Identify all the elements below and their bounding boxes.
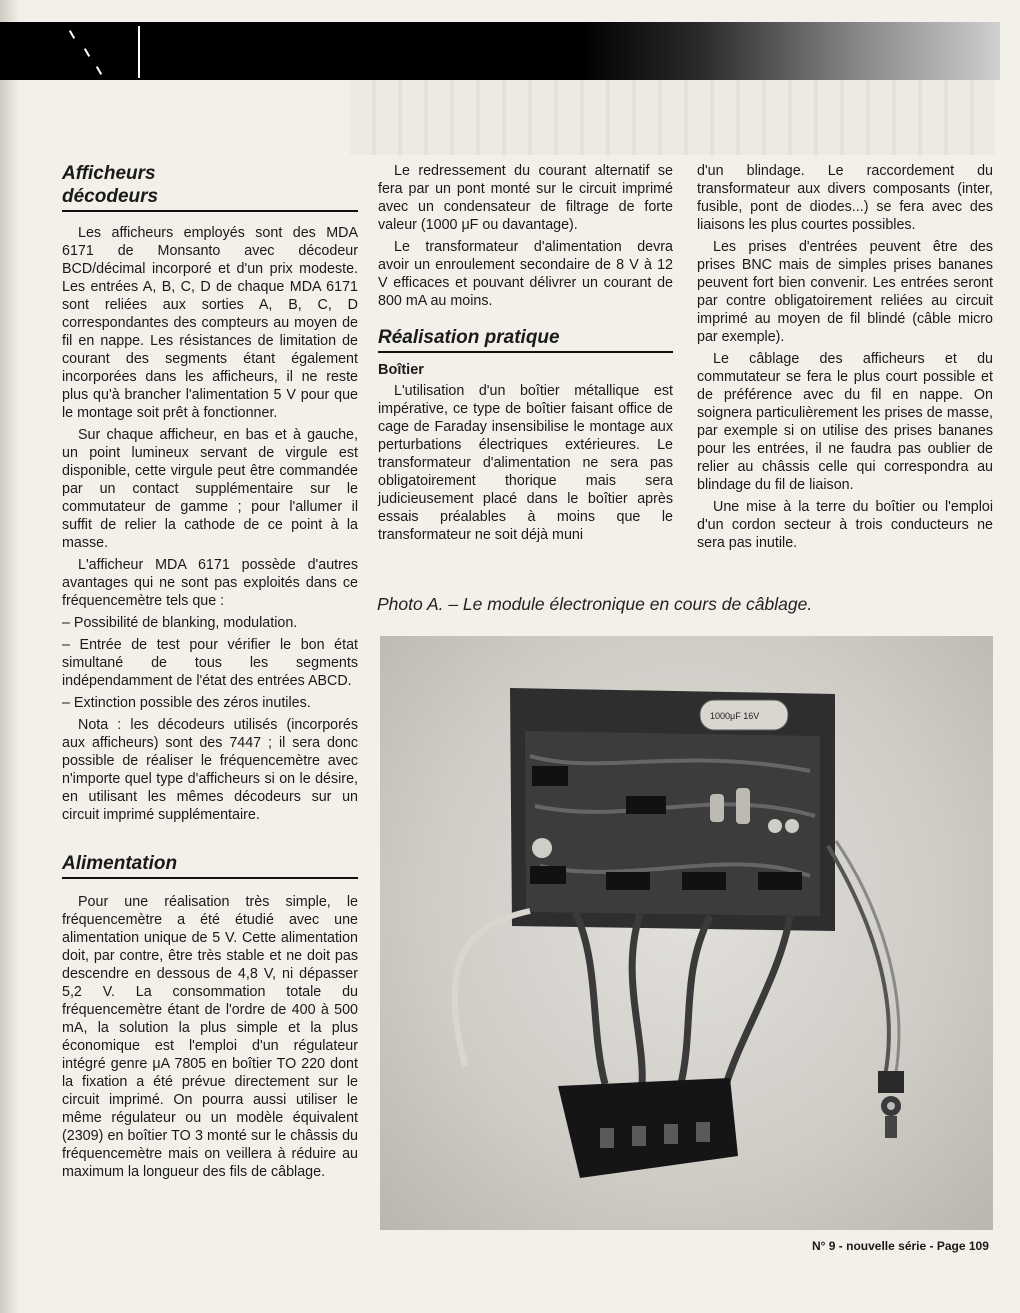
- header-tick-mark: [96, 66, 102, 75]
- header-divider-mark: [138, 26, 140, 78]
- paragraph: L'utilisation d'un boîtier métallique est impérative, ce type de boîtier faisant office de cage de Faraday insensibilise le montage aux perturbations électriques extérieures. Le transformateur d'alimentation ne sera pas obligatoirement thorique mais sera judicieusement placé dans le boîtier après essais préalables à moins que le transformateur ne soit déjà muni: [378, 383, 673, 543]
- heading-realisation: Réalisation pratique: [378, 326, 673, 353]
- filter-capacitor: [700, 700, 788, 730]
- paragraph: d'un blindage. Le raccordement du transformateur aux divers composants (inter, fusible, pont de diodes...) se fera avec des liaisons les plus courtes possibles.: [697, 163, 993, 233]
- paragraph: Le transformateur d'alimentation devra avoir un enroulement secondaire de 8 V à 12 V efficaces et pouvant délivrer un courant de 800 mA au moins.: [378, 239, 673, 309]
- paragraph: Les prises d'entrées peuvent être des prises BNC mais de simples prises bananes peuvent fort bien convenir. Les entrées seront par contre obligatoirement reliées au circuit imprimé au moyen de fil blindé (câble micro par exemple).: [697, 239, 993, 345]
- input-socket: [878, 1071, 904, 1138]
- paragraph: Une mise à la terre du boîtier ou l'emploi d'un cordon secteur à trois conducteurs ne sera pas inutile.: [697, 499, 993, 551]
- heading-alimentation: Alimentation: [62, 852, 358, 879]
- paragraph: L'afficheur MDA 6171 possède d'autres avantages qui ne sont pas exploités dans ce fréquencemètre tels que :: [62, 557, 358, 609]
- heading-line: Afficheurs: [62, 163, 156, 184]
- column-2: [378, 162, 673, 548]
- module-illustration: [380, 636, 993, 1230]
- dash-item: – Extinction possible des zéros inutiles.: [62, 695, 311, 711]
- header-tick-mark: [84, 48, 90, 57]
- svg-text:1000μF 16V: 1000μF 16V: [710, 711, 760, 721]
- page-binding-shadow: [0, 0, 20, 1313]
- heading-line: décodeurs: [62, 186, 159, 207]
- column-1: [62, 162, 358, 1185]
- photo-caption: Photo A. – Le module électronique en cours de câblage.: [377, 594, 813, 614]
- paragraph: Le câblage des afficheurs et du commutateur se fera le plus court possible et de préférence avec du fil en nappe. On soignera particulièrement les prises de masse, par exemple si on utilise des prises bananes pour les entrées, il ne faudra pas oublier de relier au châssis celle qui correspondra au blindage du fil de liaison.: [697, 351, 993, 493]
- page-footer: N° 9 - nouvelle série - Page 109: [812, 1239, 989, 1253]
- paragraph: Nota : les décodeurs utilisés (incorporés aux afficheurs) sont des 7447 ; il sera donc possible de réaliser le fréquencemètre avec n'importe quel type d'afficheurs si on le désire, en utilisant les mêmes décodeurs sur un circuit imprimé supplémentaire.: [62, 717, 358, 823]
- dash-item: – Entrée de test pour vérifier le bon état simultané de tous les segments indépendamment de l'état des entrées ABCD.: [62, 637, 358, 689]
- dash-item: – Possibilité de blanking, modulation.: [62, 615, 298, 631]
- paragraph: Le redressement du courant alternatif se fera par un pont monté sur le circuit imprimé avec un condensateur de filtrage de forte valeur (1000 μF ou davantage).: [378, 163, 673, 233]
- header-photo-strip: [350, 80, 995, 155]
- paragraph: Pour une réalisation très simple, le fréquencemètre a été étudié avec une alimentation unique de 5 V. Cette alimentation doit, par contre, être très stable et ne doit pas descendre en dessous de 4,8 V, ni dépasser 5,2 V. La consommation totale du fréquencemètre étant de l'ordre de 400 à 500 mA, la solution la plus simple et la plus économique est l'emploi d'un régulateur intégré genre μA 7805 en boîtier TO 220 dont la fixation a été prévue directement sur le circuit imprimé. On pourra aussi utiliser le même régulateur ou un modèle équivalent (2309) en boîtier TO 3 monté sur le châssis du fréquencemètre mais on veillera à réduire au maximum la longueur des fils de câblage.: [62, 894, 358, 1180]
- photo-electronic-module: [380, 636, 993, 1230]
- column-3: [697, 162, 993, 556]
- subheading-boitier: Boîtier: [378, 362, 424, 378]
- paragraph: Sur chaque afficheur, en bas et à gauche, un point lumineux servant de virgule est disponible, cette virgule peut être commandée par un contact supplémentaire sur le commutateur de gamme ; pour l'allumer il suffit de relier la cathode de ce point à la masse.: [62, 427, 358, 551]
- heading-afficheurs: [62, 162, 358, 212]
- paragraph: Les afficheurs employés sont des MDA 6171 de Monsanto avec décodeur BCD/décimal incorporé et d'un prix modeste. Les entrées A, B, C, D de chaque MDA 6171 sont reliées aux sorties A, B, C, D correspondantes des compteurs au moyen de fil en nappe. Les résistances de limitation de courant des segments étant également incorporées dans les afficheurs, il ne reste plus qu'à brancher l'alimentation 5 V pour que le montage soit prêt à fonctionner.: [62, 225, 358, 421]
- header-tick-mark: [69, 30, 75, 39]
- header-band: [0, 22, 1000, 80]
- display-module: [558, 1078, 738, 1178]
